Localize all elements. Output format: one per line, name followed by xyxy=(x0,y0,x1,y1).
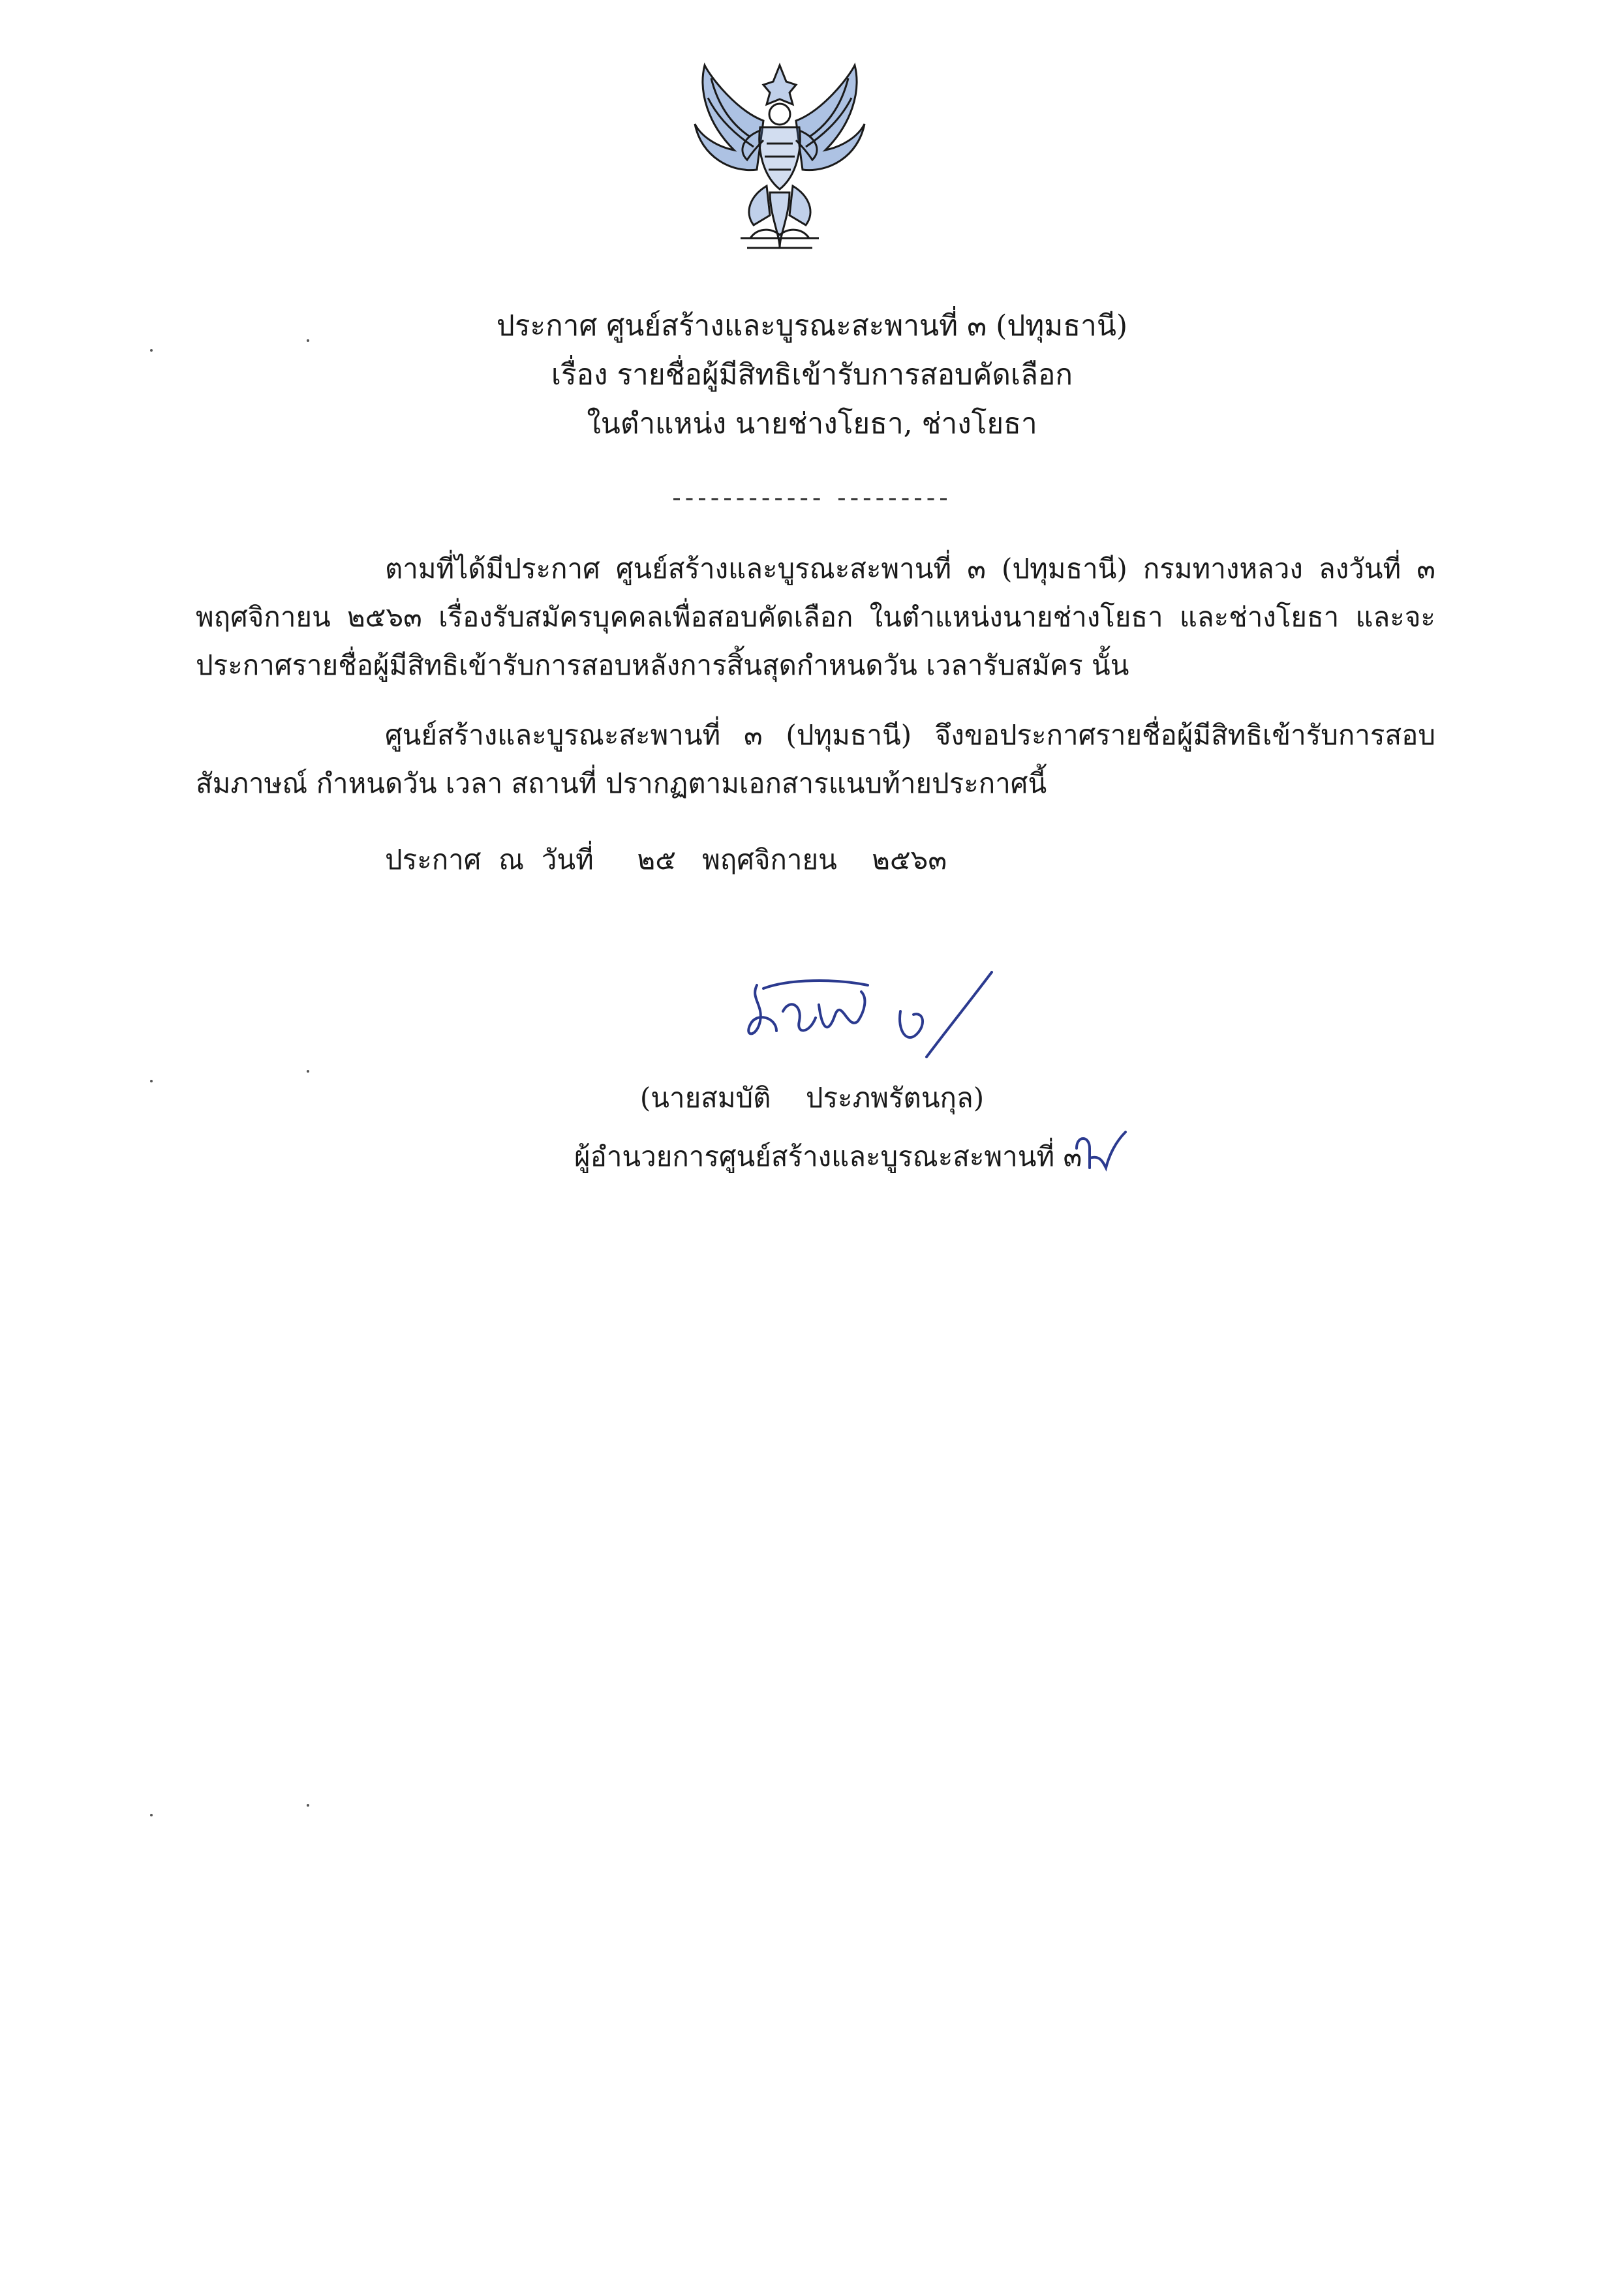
announcement-subject: เรื่อง รายชื่อผู้มีสิทธิเข้ารับการสอบคัดเลือก xyxy=(551,358,1073,391)
signer-title: ผู้อำนวยการศูนย์สร้างและบูรณะสะพานที่ ๓ xyxy=(574,1140,1082,1172)
paragraph-1-text: ตามที่ได้มีประกาศ ศูนย์สร้างและบูรณะสะพานที่ ๓ (ปทุมธานี) กรมทางหลวง ลงวันที่ ๓ พฤศจิกายน ๒๕๖๓ เรื่องรับสมัครบุคคลเพื่อสอบคัดเลือก ในตำแหน่งนายช่างโยธา และช่างโยธา และจะประกาศรายชื่อผู้มีสิทธิเข้ารับการสอบหลังการสิ้นสุดกำหนดวัน เวลารับสมัคร นั้น xyxy=(196,553,1435,681)
scan-speck xyxy=(307,1804,309,1807)
paragraph-2-text: ศูนย์สร้างและบูรณะสะพานที่ ๓ (ปทุมธานี) จึงขอประกาศรายชื่อผู้มีสิทธิเข้ารับการสอบสัมภาษณ์ กำหนดวัน เวลา สถานที่ ปรากฏตามเอกสารแนบท้ายประกาศนี้ xyxy=(196,719,1435,799)
scan-speck xyxy=(150,1080,153,1082)
scan-speck xyxy=(307,339,309,342)
body-paragraph-2 xyxy=(196,711,1435,808)
scan-speck xyxy=(150,349,153,352)
garuda-emblem-icon xyxy=(672,52,887,268)
body-paragraph-1 xyxy=(196,545,1435,690)
signature-image xyxy=(737,959,1011,1063)
announcement-title: ประกาศ ศูนย์สร้างและบูรณะสะพานที่ ๓ (ปทุมธานี) xyxy=(496,309,1128,343)
scan-speck xyxy=(307,1070,309,1073)
announcement-position: ในตำแหน่ง นายช่างโยธา, ช่างโยธา xyxy=(587,407,1037,440)
handwritten-initials-image xyxy=(1070,1122,1129,1174)
signer-name: (นายสมบัติ ประภพรัตนกุล) xyxy=(639,1082,985,1114)
header-divider: ------------ --------- xyxy=(672,483,952,513)
announcement-date: ประกาศ ณ วันที่ ๒๕ พฤศจิกายน ๒๕๖๓ xyxy=(385,844,947,876)
scan-speck xyxy=(150,1814,153,1816)
